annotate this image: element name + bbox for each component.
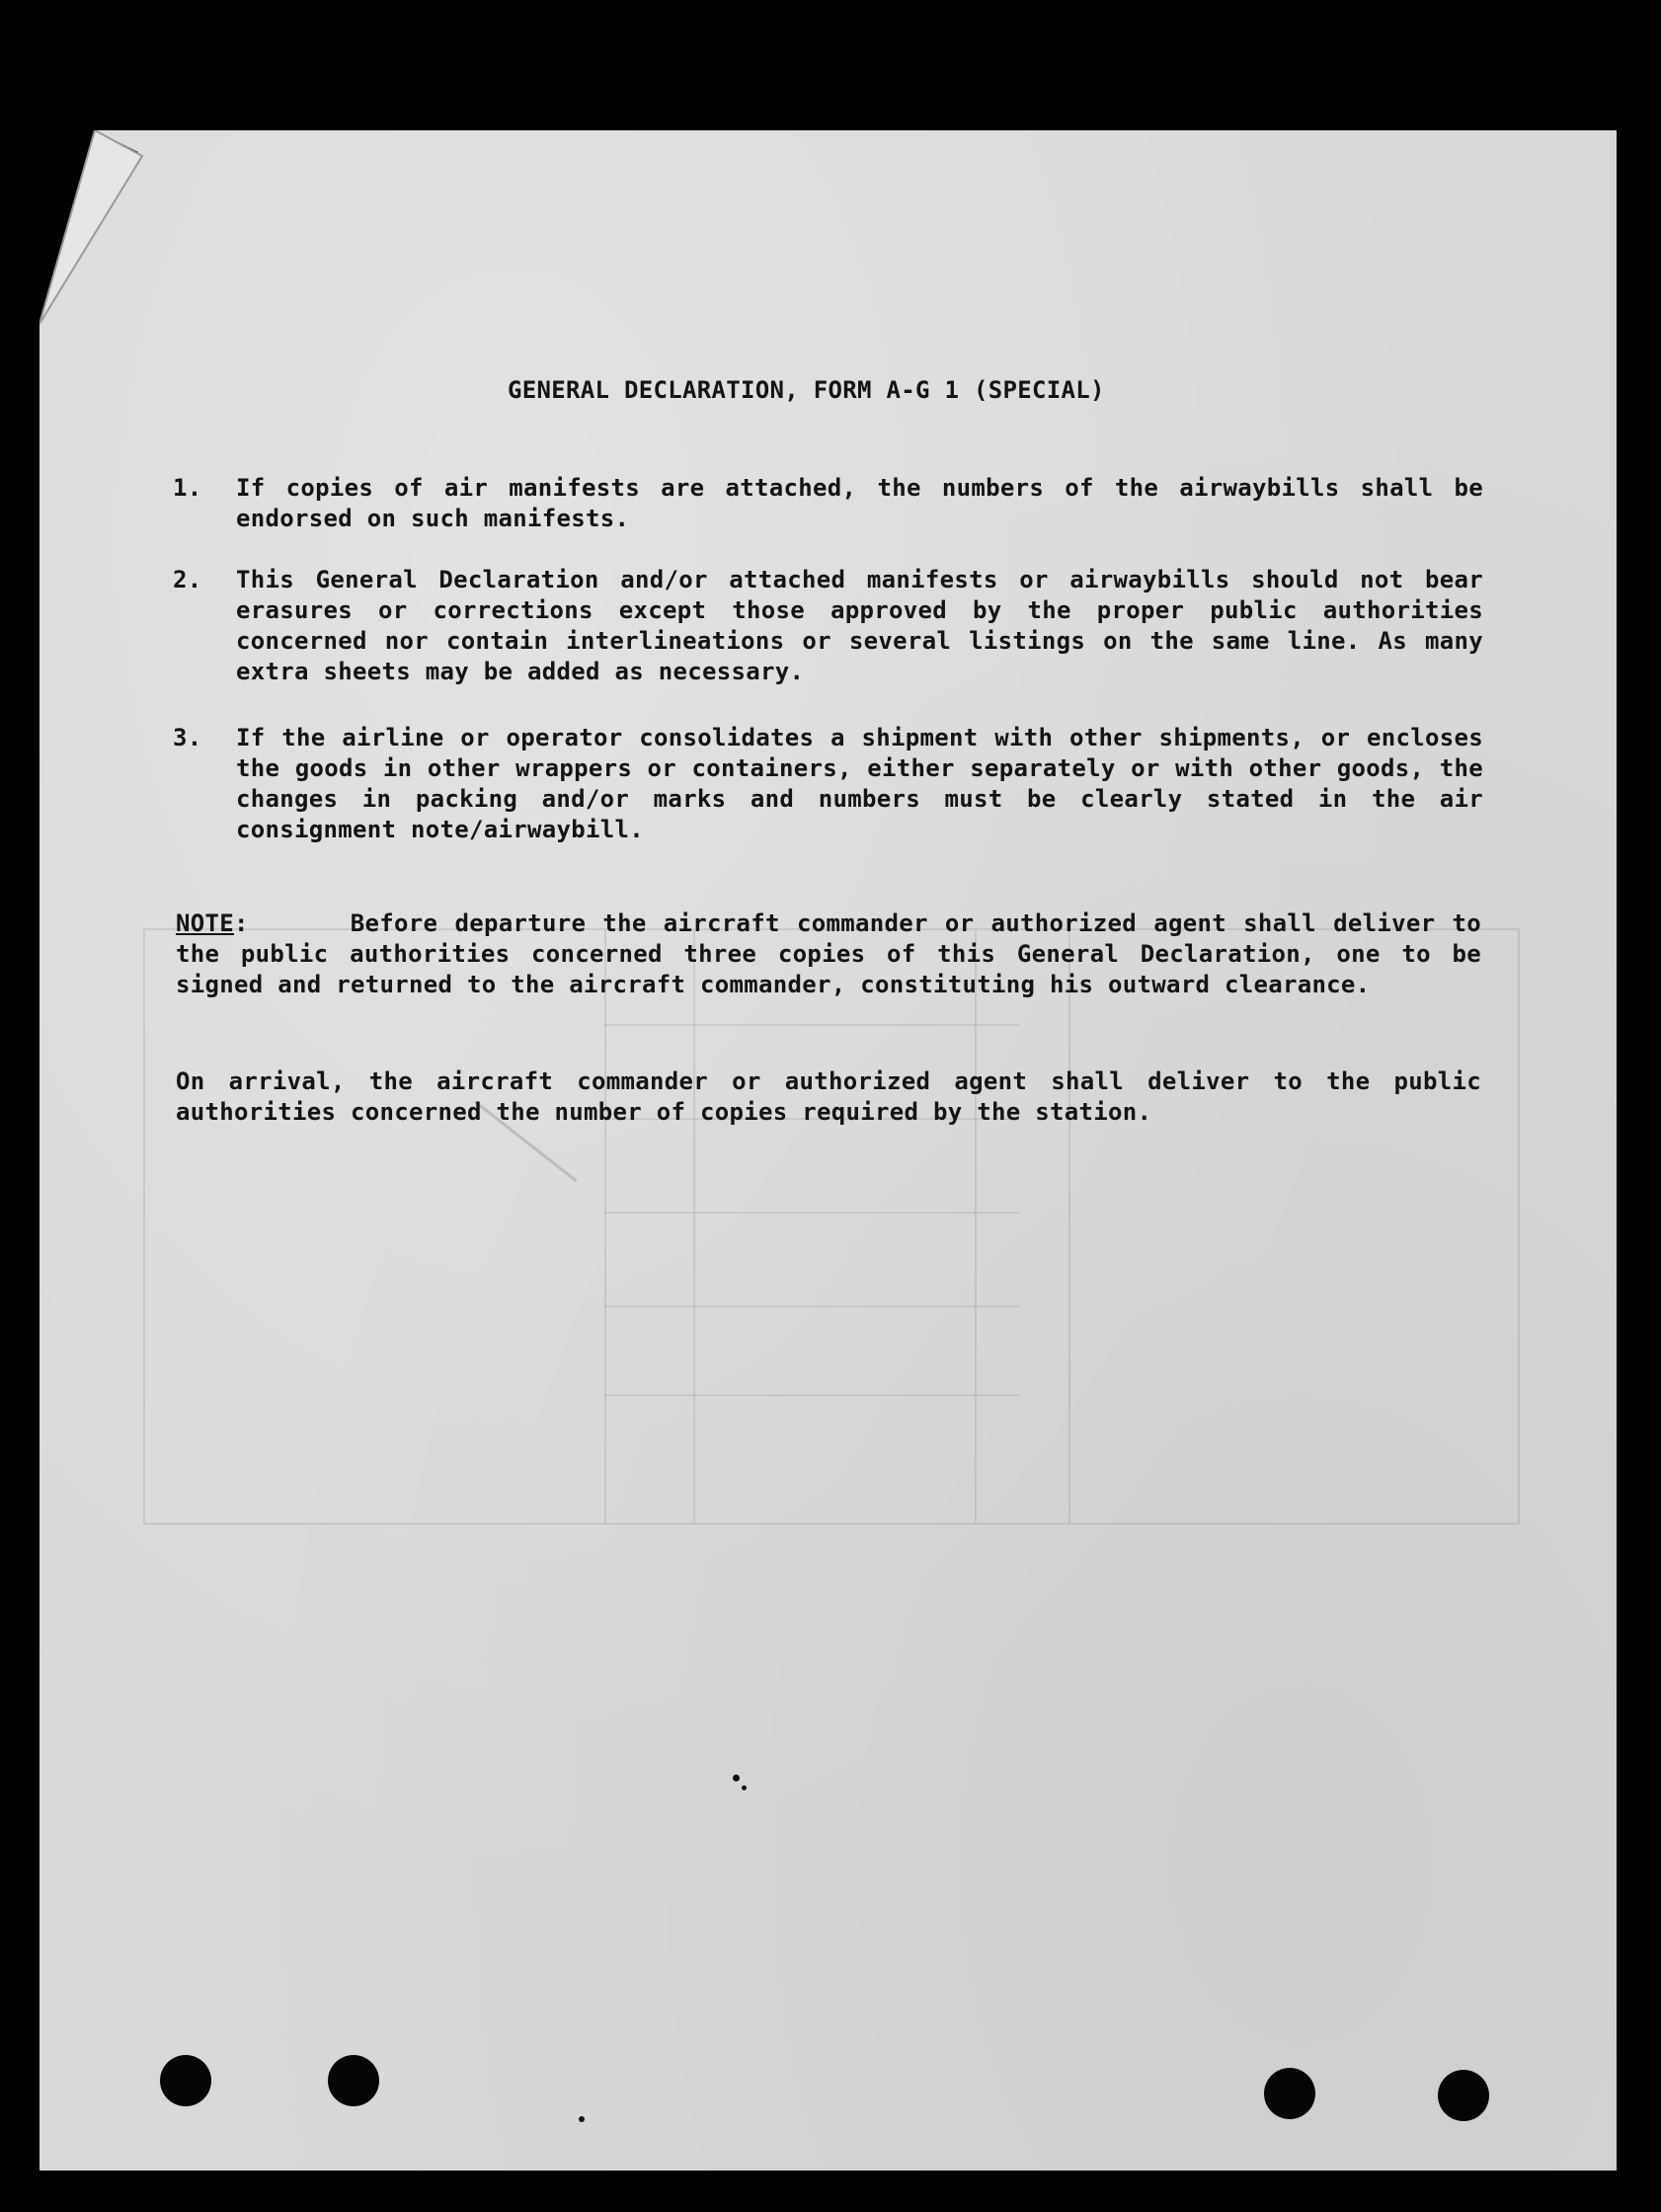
ink-speck <box>742 1785 747 1790</box>
item-text: This General Declaration and/or attached manifests or airwaybills should not bear erasures or corrections except those approved by the proper public authorities concerned nor contain interlineations or several listings on the same line. As many extra sheets may be added as necessary. <box>236 566 1483 685</box>
grid-line <box>604 1394 1019 1396</box>
note-text: Before departure the aircraft commander or authorized agent shall deliver to the public authorities concerned three copies of this General Declaration, one to be signed and returned to the aircraft commander, constituting his outward clearance. <box>176 909 1481 998</box>
ink-speck <box>733 1775 740 1781</box>
grid-line <box>693 930 695 1523</box>
grid-line <box>604 1024 1019 1026</box>
note-colon: : <box>234 909 249 937</box>
grid-line <box>604 1305 1019 1307</box>
item-text: If the airline or operator consolidates a shipment with other shipments, or encloses the goods in other wrappers or containers, either separately or with other goods, the changes in packing and/or marks and numbers must be clearly stated in the air consignment note/airwaybill. <box>236 724 1483 843</box>
note-label: NOTE <box>176 909 234 937</box>
bleed-through-grid <box>143 928 1520 1525</box>
grid-line <box>604 1212 1019 1214</box>
arrival-paragraph: On arrival, the aircraft commander or authorized agent shall deliver to the public authorities concerned the number of copies required by the station. <box>176 1067 1481 1126</box>
item-number: 2. <box>173 566 202 593</box>
instruction-item-1 <box>173 473 1483 534</box>
item-number: 1. <box>173 474 202 502</box>
grid-line <box>1068 930 1070 1523</box>
ink-speck <box>579 2116 585 2122</box>
punch-hole-icon <box>160 2055 211 2106</box>
instruction-item-2 <box>173 565 1483 687</box>
punch-hole-icon <box>1264 2068 1315 2119</box>
item-number: 3. <box>173 724 202 751</box>
instruction-item-3 <box>173 723 1483 845</box>
item-text: If copies of air manifests are attached, the numbers of the airwaybills shall be endorsed on such manifests. <box>236 474 1483 532</box>
punch-hole-icon <box>1438 2070 1489 2121</box>
grid-line <box>604 930 606 1523</box>
punch-hole-icon <box>328 2055 379 2106</box>
document-title: GENERAL DECLARATION, FORM A-G 1 (SPECIAL) <box>508 376 1105 404</box>
note-paragraph <box>176 908 1481 1000</box>
grid-line <box>975 930 977 1523</box>
folded-corner-icon <box>40 130 148 328</box>
